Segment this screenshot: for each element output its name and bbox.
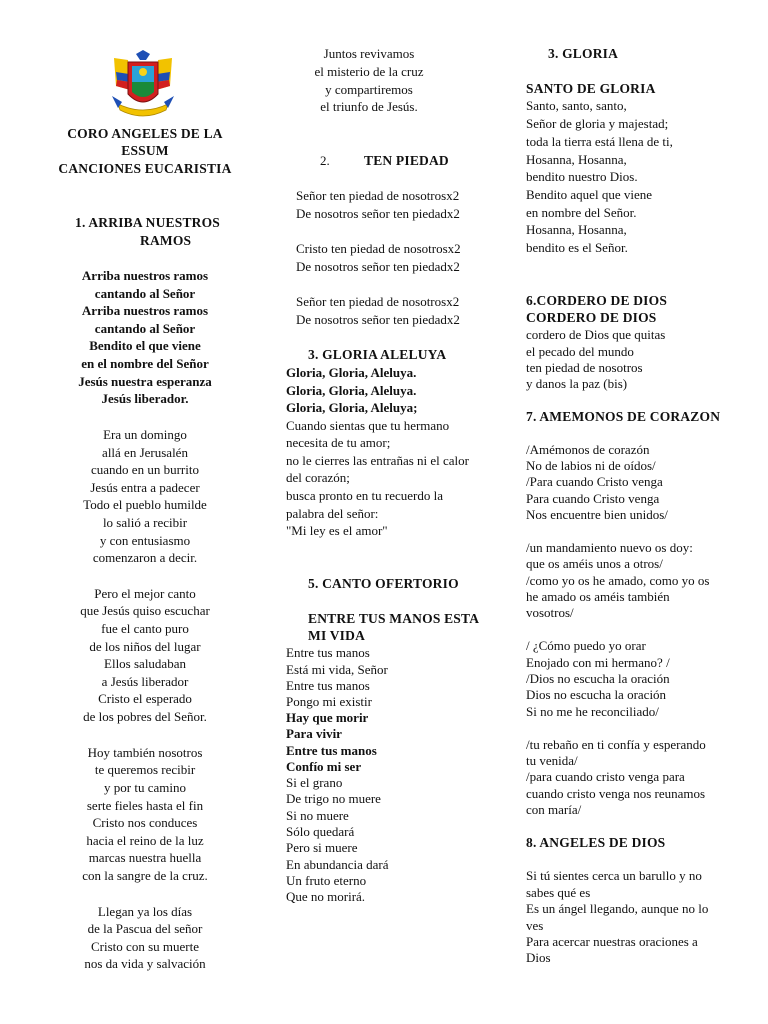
verse-line: Bendito el que viene: [89, 338, 201, 353]
verse-line: Señor ten piedad de nosotrosx2: [296, 294, 460, 309]
verse-line: Hosanna, Hosanna,: [526, 222, 627, 237]
song-6-heading: 6.CORDERO DE DIOS: [526, 293, 668, 308]
verse-line: el pecado del mundo: [526, 344, 634, 359]
song-2-heading: TEN PIEDAD: [364, 153, 449, 168]
verse-line: necesita de tu amor;: [286, 435, 391, 450]
verse-line: serte fieles hasta el fin: [86, 798, 204, 813]
verse-line: Si no muere: [286, 808, 349, 823]
verse-line: De trigo no muere: [286, 791, 381, 806]
verse-line: /un mandamiento nuevo os doy:: [526, 540, 693, 555]
verse-line: Cristo nos conduces: [92, 815, 198, 830]
song-subheading: SANTO DE GLORIA: [526, 81, 656, 96]
coat-of-arms-icon: [108, 50, 178, 122]
verse-line: Entre tus manos: [286, 678, 370, 693]
verse-line: cuando en un burrito: [91, 462, 199, 477]
verse-line: del corazón;: [286, 470, 350, 485]
verse-line: Nos encuentre bien unidos/: [526, 507, 668, 522]
verse-line: y danos la paz (bis): [526, 376, 628, 391]
verse-line: Gloria, Gloria, Aleluya.: [286, 365, 417, 380]
verse-line: Pero el mejor canto: [94, 586, 196, 601]
verse-line: Dios: [526, 950, 551, 965]
verse-line: que Jesús quiso escuchar: [80, 603, 210, 618]
verse-line: Pongo mi existir: [286, 694, 372, 709]
song-6-subheading: CORDERO DE DIOS: [526, 310, 657, 325]
verse-line: y compartiremos: [325, 82, 413, 97]
verse-line: no le cierres las entrañas ni el calor: [286, 453, 469, 468]
verse-line: Gloria, Gloria, Aleluya;: [286, 400, 418, 415]
verse-line: Para acercar nuestras oraciones a: [526, 934, 698, 949]
verse-line: nos da vida y salvación: [84, 956, 206, 971]
verse-line: Cristo ten piedad de nosotrosx2: [296, 241, 461, 256]
verse-line: allá en Jerusalén: [102, 445, 188, 460]
verse-line: Hosanna, Hosanna,: [526, 152, 627, 167]
verse-line: Santo, santo, santo,: [526, 98, 627, 113]
verse-line: / ¿Cómo puedo yo orar: [526, 638, 646, 653]
verse-line: Señor de gloria y majestad;: [526, 116, 669, 131]
verse-line: lo salió a recibir: [102, 515, 188, 530]
verse-line: Un fruto eterno: [286, 873, 367, 888]
song-5-subheading-cont: MI VIDA: [308, 628, 366, 643]
verse-line: bendito nuestro Dios.: [526, 169, 638, 184]
verse-line: te queremos recibir: [94, 762, 196, 777]
verse-line: Hoy también nosotros: [87, 745, 203, 760]
verse-line: comenzaron a decir.: [92, 550, 198, 565]
verse-line: busca pronto en tu recuerdo la: [286, 488, 444, 503]
verse-line: Cristo el esperado: [98, 691, 192, 706]
verse-line: Bendito aquel que viene: [526, 187, 652, 202]
song-3b-heading: 3. GLORIA: [548, 46, 619, 61]
song-5-heading: 5. CANTO OFERTORIO: [308, 576, 459, 591]
verse-line: Sólo quedará: [286, 824, 355, 839]
verse-line: Pero si muere: [286, 840, 358, 855]
verse-line: Entre tus manos: [286, 645, 370, 660]
verse-line: De nosotros señor ten piedadx2: [296, 206, 460, 221]
song-2-number: 2.: [320, 153, 330, 168]
verse-line: Es un ángel llegando, aunque no lo: [526, 901, 709, 916]
verse-line: Hay que morir: [286, 710, 369, 725]
verse-line: he amado os améis también: [526, 589, 670, 604]
verse-line: /tu rebaño en ti confía y esperando: [526, 737, 706, 752]
verse-line: cantando al Señor: [94, 286, 196, 301]
song-5-subheading: ENTRE TUS MANOS ESTA: [308, 611, 480, 626]
verse-line: Entre tus manos: [286, 743, 377, 758]
verse-line: hacia el reino de la luz: [86, 833, 204, 848]
verse-line: Juntos revivamos: [323, 46, 415, 61]
verse-line: tu venida/: [526, 753, 578, 768]
verse-line: /Para cuando Cristo venga: [526, 474, 663, 489]
verse-line: Jesús liberador.: [101, 391, 189, 406]
verse-line: Enojado con mi hermano? /: [526, 655, 670, 670]
verse-line: de los pobres del Señor.: [83, 709, 207, 724]
verse-line: Si el grano: [286, 775, 343, 790]
verse-line: /Amémonos de corazón: [526, 442, 650, 457]
verse-line: Que no morirá.: [286, 889, 366, 904]
verse-line: Gloria, Gloria, Aleluya.: [286, 383, 417, 398]
verse-line: con la sangre de la cruz.: [82, 868, 208, 883]
verse-line: /para cuando cristo venga para: [526, 769, 685, 784]
verse-line: sabes qué es: [526, 885, 591, 900]
verse-line: ves: [526, 918, 544, 933]
verse-line: que os améis unos a otros/: [526, 556, 663, 571]
verse-line: Todo el pueblo humilde: [83, 497, 207, 512]
doc-title-line-2: ESSUM: [121, 143, 169, 158]
verse-line: en nombre del Señor.: [526, 205, 637, 220]
verse-line: Para cuando Cristo venga: [526, 491, 660, 506]
verse-line: palabra del señor:: [286, 506, 379, 521]
verse-line: De nosotros señor ten piedadx2: [296, 312, 460, 327]
verse-line: Para vivir: [286, 726, 342, 741]
verse-line: el triunfo de Jesús.: [320, 99, 418, 114]
verse-line: vosotros/: [526, 605, 574, 620]
song-1-heading: 1. ARRIBA NUESTROS: [75, 215, 221, 230]
doc-title-line-1: CORO ANGELES DE LA: [67, 126, 223, 141]
verse-line: No de labios ni de oídos/: [526, 458, 656, 473]
verse-line: Si no me he reconciliado/: [526, 704, 659, 719]
verse-line: bendito es el Señor.: [526, 240, 628, 255]
doc-subtitle: CANCIONES EUCARISTIA: [58, 161, 232, 176]
verse-line: y con entusiasmo: [99, 533, 191, 548]
verse-line: el misterio de la cruz: [314, 64, 424, 79]
verse-line: De nosotros señor ten piedadx2: [296, 259, 460, 274]
verse-line: Jesús nuestra esperanza: [78, 374, 212, 389]
verse-line: Llegan ya los días: [97, 904, 193, 919]
verse-line: Jesús entra a padecer: [90, 480, 200, 495]
verse-line: en el nombre del Señor: [81, 356, 209, 371]
verse-line: Arriba nuestros ramos: [81, 303, 209, 318]
verse-line: Ellos saludaban: [104, 656, 186, 671]
verse-line: de la Pascua del señor: [87, 921, 203, 936]
verse-line: Cristo con su muerte: [91, 939, 199, 954]
verse-line: Si tú sientes cerca un barullo y no: [526, 868, 702, 883]
verse-line: cuando cristo venga nos reunamos: [526, 786, 706, 801]
verse-line: Está mi vida, Señor: [286, 662, 388, 677]
song-1-heading-cont: RAMOS: [140, 233, 192, 248]
verse-line: Era un domingo: [103, 427, 187, 442]
song-8-heading: 8. ANGELES DE DIOS: [526, 835, 666, 850]
verse-line: con maría/: [526, 802, 582, 817]
verse-line: de los niños del lugar: [89, 639, 201, 654]
verse-line: cantando al Señor: [94, 321, 196, 336]
song-3-heading: 3. GLORIA ALELUYA: [308, 347, 447, 362]
song-7-heading: 7. AMEMONOS DE CORAZON: [526, 409, 721, 424]
verse-line: cordero de Dios que quitas: [526, 327, 666, 342]
verse-line: fue el canto puro: [101, 621, 189, 636]
verse-line: Cuando sientas que tu hermano: [286, 418, 450, 433]
verse-line: toda la tierra está llena de ti,: [526, 134, 673, 149]
verse-line: y por tu camino: [104, 780, 186, 795]
verse-line: ten piedad de nosotros: [526, 360, 643, 375]
verse-line: Confío mi ser: [286, 759, 362, 774]
verse-line: /Dios no escucha la oración: [526, 671, 670, 686]
verse-line: a Jesús liberador: [101, 674, 189, 689]
verse-line: Señor ten piedad de nosotrosx2: [296, 188, 460, 203]
verse-line: "Mi ley es el amor": [286, 523, 388, 538]
verse-line: Dios no escucha la oración: [526, 687, 667, 702]
verse-line: /como yo os he amado, como yo os: [526, 573, 710, 588]
verse-line: Arriba nuestros ramos: [81, 268, 209, 283]
verse-line: marcas nuestra huella: [88, 850, 202, 865]
verse-line: En abundancia dará: [286, 857, 389, 872]
